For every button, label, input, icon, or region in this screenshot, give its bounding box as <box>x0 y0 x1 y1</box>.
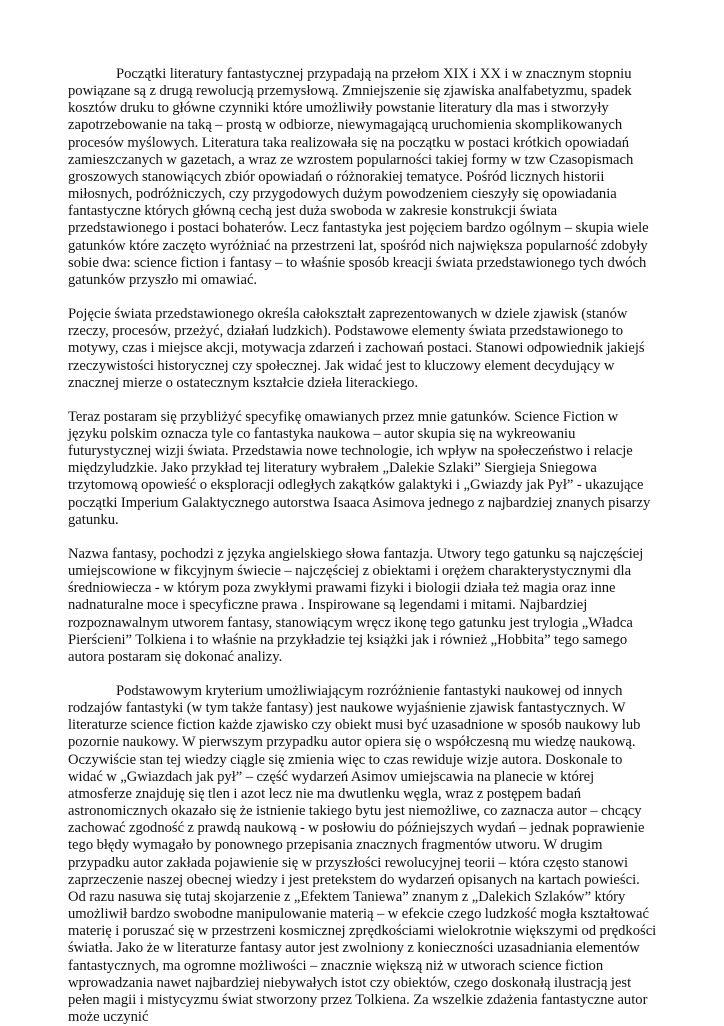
paragraph-criterion: Podstawowym kryterium umożliwiającym rozróżnienie fantastyki naukowej od innych rodzajów fantastyki (w tym także fantasy) jest naukowe wyjaśnienie zjawisk fantastycznych. W literaturze science fiction każde zjawisko czy obiekt musi być uzasadnione w sposób naukowy lub pozornie naukowy. W pierwszym przypadku autor opiera się o współczesną mu wiedzę naukową. Oczywiście stan tej wiedzy ciągle się zmienia więc to czas rewiduje wizje autora. Doskonale to widać w „Gwiazdach jak pył” – część wydarzeń Asimov umiejscawia na planecie w której atmosferze znajduję się tlen i azot lecz nie ma dwutlenku węgla, wraz z postępem badań astronomicznych okazało się że istnienie takiego bytu jest niemożliwe, co zaznacza autor – chcący zachować zgodność z prawdą naukową - w posłowiu do późniejszych wydań – jednak poprawienie tego błędy wymagało by ponownego przepisania znacznych fragmentów utworu. W drugim przypadku autor zakłada pojawienie się w przyszłości rewolucyjnej teorii – która często stanowi zaprzeczenie naszej obecnej wiedzy i jest pretekstem do wydarzeń opisanych na kartach powieści. Od razu nasuwa się tutaj skojarzenie z „Efektem Taniewa” znanym z „Dalekich Szlaków” który umożliwił bardzo swobodne manipulowanie materią – w efekcie czego ludzkość mogła kształtować materię i poruszać się w przestrzeni kosmicznej zprędkościami wielokrotnie większymi od prędkości światła. Jako że w literaturze fantasy autor jest zwolniony z konieczności uzasadniania elementów fantastycznych, ma ogromne możliwości – znacznie większą niż w utworach science fiction wprowadzania nawet najbardziej niebywałych istot czy obiektów, czego doskonałą ilustracją jest pełen magii i mistycyzmu świat stworzony przez Tolkiena. Za wszelkie zdażenia fantastyczne autor może uczynić <box>68 683 657 1025</box>
paragraph-world-definition: Pojęcie świata przedstawionego określa całokształt zaprezentowanych w dziele zjawisk (stanów rzeczy, procesów, przeżyć, działań ludzkich). Podstawowe elementy świata przedstawionego to motywy, czas i miejsce akcji, motywacja zdarzeń i zachowań postaci. Stanowi odpowiednik jakiejś rzeczywistości historycznej czy społecznej. Jak widać jest to kluczowy element decydujący w znacznej mierze o ostatecznym kształcie dzieła literackiego. <box>68 306 645 391</box>
paragraph-fantasy: Nazwa fantasy, pochodzi z języka angielskiego słowa fantazja. Utwory tego gatunku są najczęściej umiejscowione w fikcyjnym świecie – najczęściej z obiektami i orężem charakterystycznymi dla średniowiecza - w którym poza zwykłymi prawami fizyki i biologii działa też magia oraz inne nadnaturalne moce i specyficzne prawa . Inspirowane są legendami i mitami. Najbardziej rozpoznawalnym utworem fantasy, stanowiącym wręcz ikonę tego gatunku jest trylogia „Władca Pierścieni” Tolkiena i to właśnie na przykładzie tej książki jak i również „Hobbita” tego samego autora postaram się dokonać analizy. <box>68 545 644 665</box>
document-page <box>68 66 658 1026</box>
paragraph-origins: Początki literatury fantastycznej przypadają na przełom XIX i XX i w znacznym stopniu powiązane są z drugą rewolucją przemysłową. Zmniejszenie się zjawiska analfabetyzmu, spadek kosztów druku to główne czynniki które umożliwiły powstanie literatury dla mas i stworzyły zapotrzebowanie na taką – prostą w odbiorze, niewymagającą uruchomienia skomplikowanych procesów myślowych. Literatura taka realizowała się na początku w postaci krótkich opowiadań zamieszczanych w gazetach, a wraz ze wzrostem popularności takiej formy w tzw Czasopismach groszowych stanowiących zbiór opowiadań o różnorakiej tematyce. Pośród licznych historii miłosnych, podróżniczych, czy przygodowych dużym powodzeniem cieszyły się opowiadania fantastyczne których główną cechą jest duża swoboda w zakresie konstrukcji świata przedstawionego i postaci bohaterów. Lecz fantastyka jest pojęciem bardzo ogólnym – skupia wiele gatunków które zaczęto wyróżniać na przestrzeni lat, spośród nich największa popularność zdobyły sobie dwa: science fiction i fantasy – to właśnie sposób kreacji świata przedstawionego tych dwóch gatunków przyszło mi omawiać. <box>68 66 649 288</box>
paragraph-science-fiction: Teraz postaram się przybliżyć specyfikę omawianych przez mnie gatunków. Science Fiction w języku polskim oznacza tyle co fantastyka naukowa – autor skupia się na wykreowaniu futurystycznej wizji świata. Przedstawia nowe technologie, ich wpływ na społeczeństwo i relacje międzyludzkie. Jako przykład tej literatury wybrałem „Dalekie Szlaki” Siergieja Sniegowa trzytomową opowieść o eksploracji odległych zakątków galaktyki i „Gwiazdy jak Pył” - ukazujące początki Imperium Galaktycznego autorstwa Isaaca Asimova jednego z najbardziej znanych pisarzy gatunku. <box>68 408 651 528</box>
